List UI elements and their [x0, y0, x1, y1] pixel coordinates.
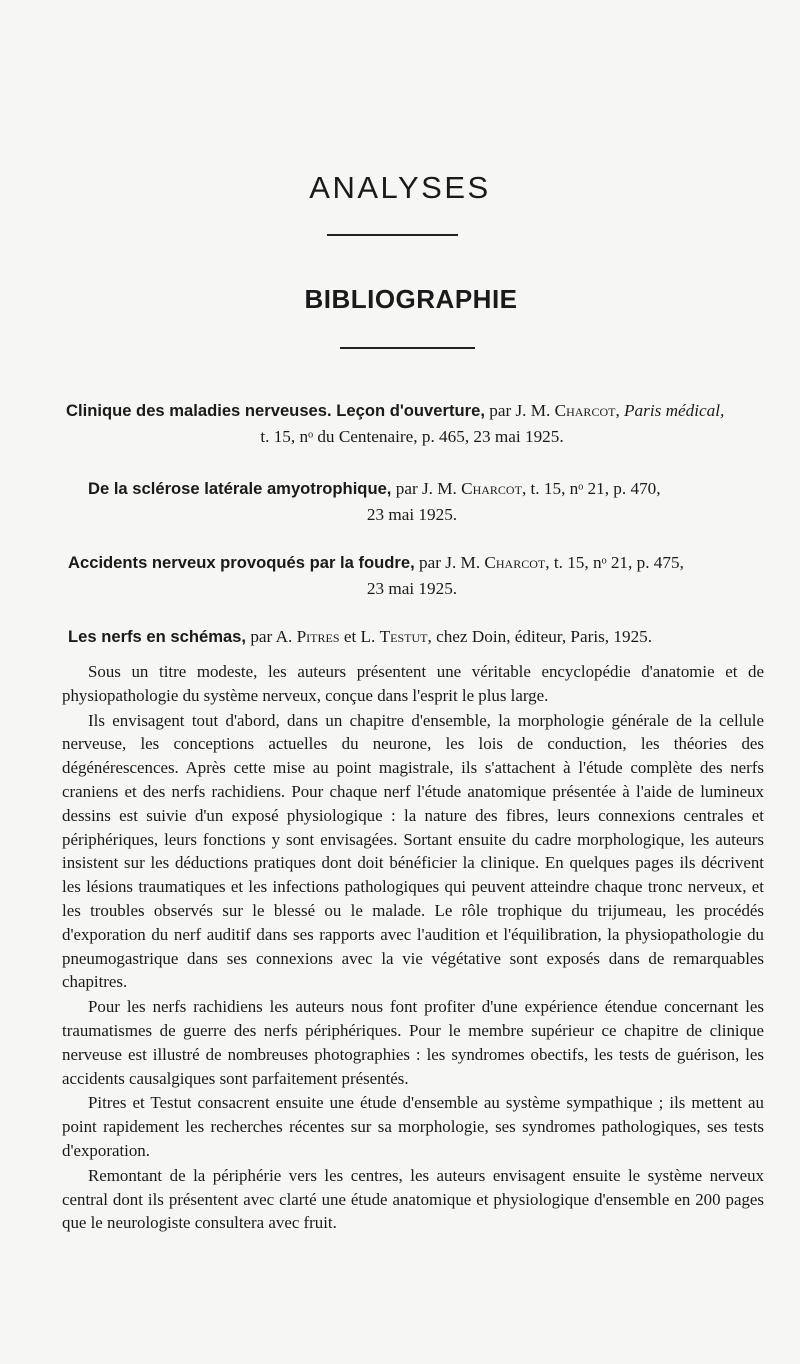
reference-journal: Paris médical, — [624, 401, 725, 420]
reference-author: Testut — [379, 627, 428, 646]
paragraph: Pitres et Testut consacrent ensuite une étude d'ensemble au système sympathique ; ils mettent au point rapidement les recherches récentes sur sa morphologie, ses syndromes pathologiques, ses tests d'exporation. — [62, 1093, 764, 1160]
section-heading: BIBLIOGRAPHIE — [304, 284, 518, 314]
title-rule — [327, 234, 458, 236]
reference-entry: Les nerfs en schémas, par A. Pitres et L. Testut, chez Doin, éditeur, Paris, 1925. — [68, 627, 653, 646]
paragraph: Pour les nerfs rachidiens les auteurs nous font profiter d'une expérience étendue concernant les traumatismes de guerre des nerfs périphériques. Pour le membre supérieur ce chapitre de clinique nerveuse est illustré de nombreuses photographies : les syndromes obectifs, les tests de guérison, les accidents causalgiques sont parfaitement présentés. — [62, 997, 764, 1088]
reference-author: Charcot — [554, 401, 616, 420]
page-title: ANALYSES — [309, 170, 491, 205]
reference-details: 23 mai 1925. — [366, 505, 458, 524]
reference-author: Pitres — [296, 627, 340, 646]
paragraph: Ils envisagent tout d'abord, dans un chapitre d'ensemble, la morphologie générale de la cellule nerveuse, les conceptions actuelles du neurone, les lois de conduction, les théories des dégénérescences. Après cette mise au point magistrale, ils s'attachent à l'étude complète des nerfs craniens et des nerfs rachidiens. Pour chaque nerf l'étude anatomique présentée à l'aide de lumineux dessins est suivie d'un exposé physiologique : la nature des fibres, leurs connexions centrales et périphériques, leurs fonctions y sont envisagées. Sortant ensuite du cadre morphologique, les auteurs insistent sur les déductions pratiques dont doit bénéficier la clinique. En quelques pages ils décrivent les lésions traumatiques et les infections pathologiques qui peuvent atteindre chaque tronc nerveux, et les troubles observés sur le blessé ou le malade. Le rôle trophique du trijumeau, les procédés d'exporation du nerf auditif dans ses rapports avec l'audition et l'équilibration, la physiopathologie du pneumogastrique dans ses connexions avec la vie végétative sont exposés dans de remarquables chapitres. — [62, 710, 764, 992]
paragraph: Sous un titre modeste, les auteurs présentent une véritable encyclopédie d'anatomie et de physiopathologie du système nerveux, conçue dans l'esprit le plus large. — [62, 662, 764, 705]
reference-title: De la sclérose latérale amyotrophique, — [88, 479, 392, 498]
reference-entry: Clinique des maladies nerveuses. Leçon d'ouverture, par J. M. Charcot, Paris médical, t. 15, nᵒ du Centenaire, p. 465, 23 mai 1925. — [62, 398, 762, 450]
reference-title: Accidents nerveux provoqués par la foudre, — [68, 553, 415, 572]
reference-details: 23 mai 1925. — [366, 579, 458, 598]
reference-entry: Accidents nerveux provoqués par la foudre, par J. M. Charcot, t. 15, nᵒ 21, p. 475, 23 mai 1925. — [62, 550, 762, 602]
section-rule — [340, 347, 475, 349]
reference-details: t. 15, nᵒ du Centenaire, p. 465, 23 mai 1925. — [260, 427, 564, 446]
reference-title: Clinique des maladies nerveuses. Leçon d'ouverture, — [66, 401, 485, 420]
reference-entry: De la sclérose latérale amyotrophique, par J. M. Charcot, t. 15, nᵒ 21, p. 470, 23 mai 1925. — [62, 476, 762, 528]
reference-author: Charcot — [484, 553, 546, 572]
reference-title: Les nerfs en schémas, — [68, 627, 247, 646]
review-body — [62, 660, 764, 1236]
paragraph: Remontant de la périphérie vers les centres, les auteurs envisagent ensuite le système nerveux central dont ils présentent avec clarté une étude anatomique et physiologique d'ensemble en 200 pages que le neurologiste consultera avec fruit. — [62, 1165, 764, 1233]
reference-author: Charcot — [461, 479, 522, 498]
